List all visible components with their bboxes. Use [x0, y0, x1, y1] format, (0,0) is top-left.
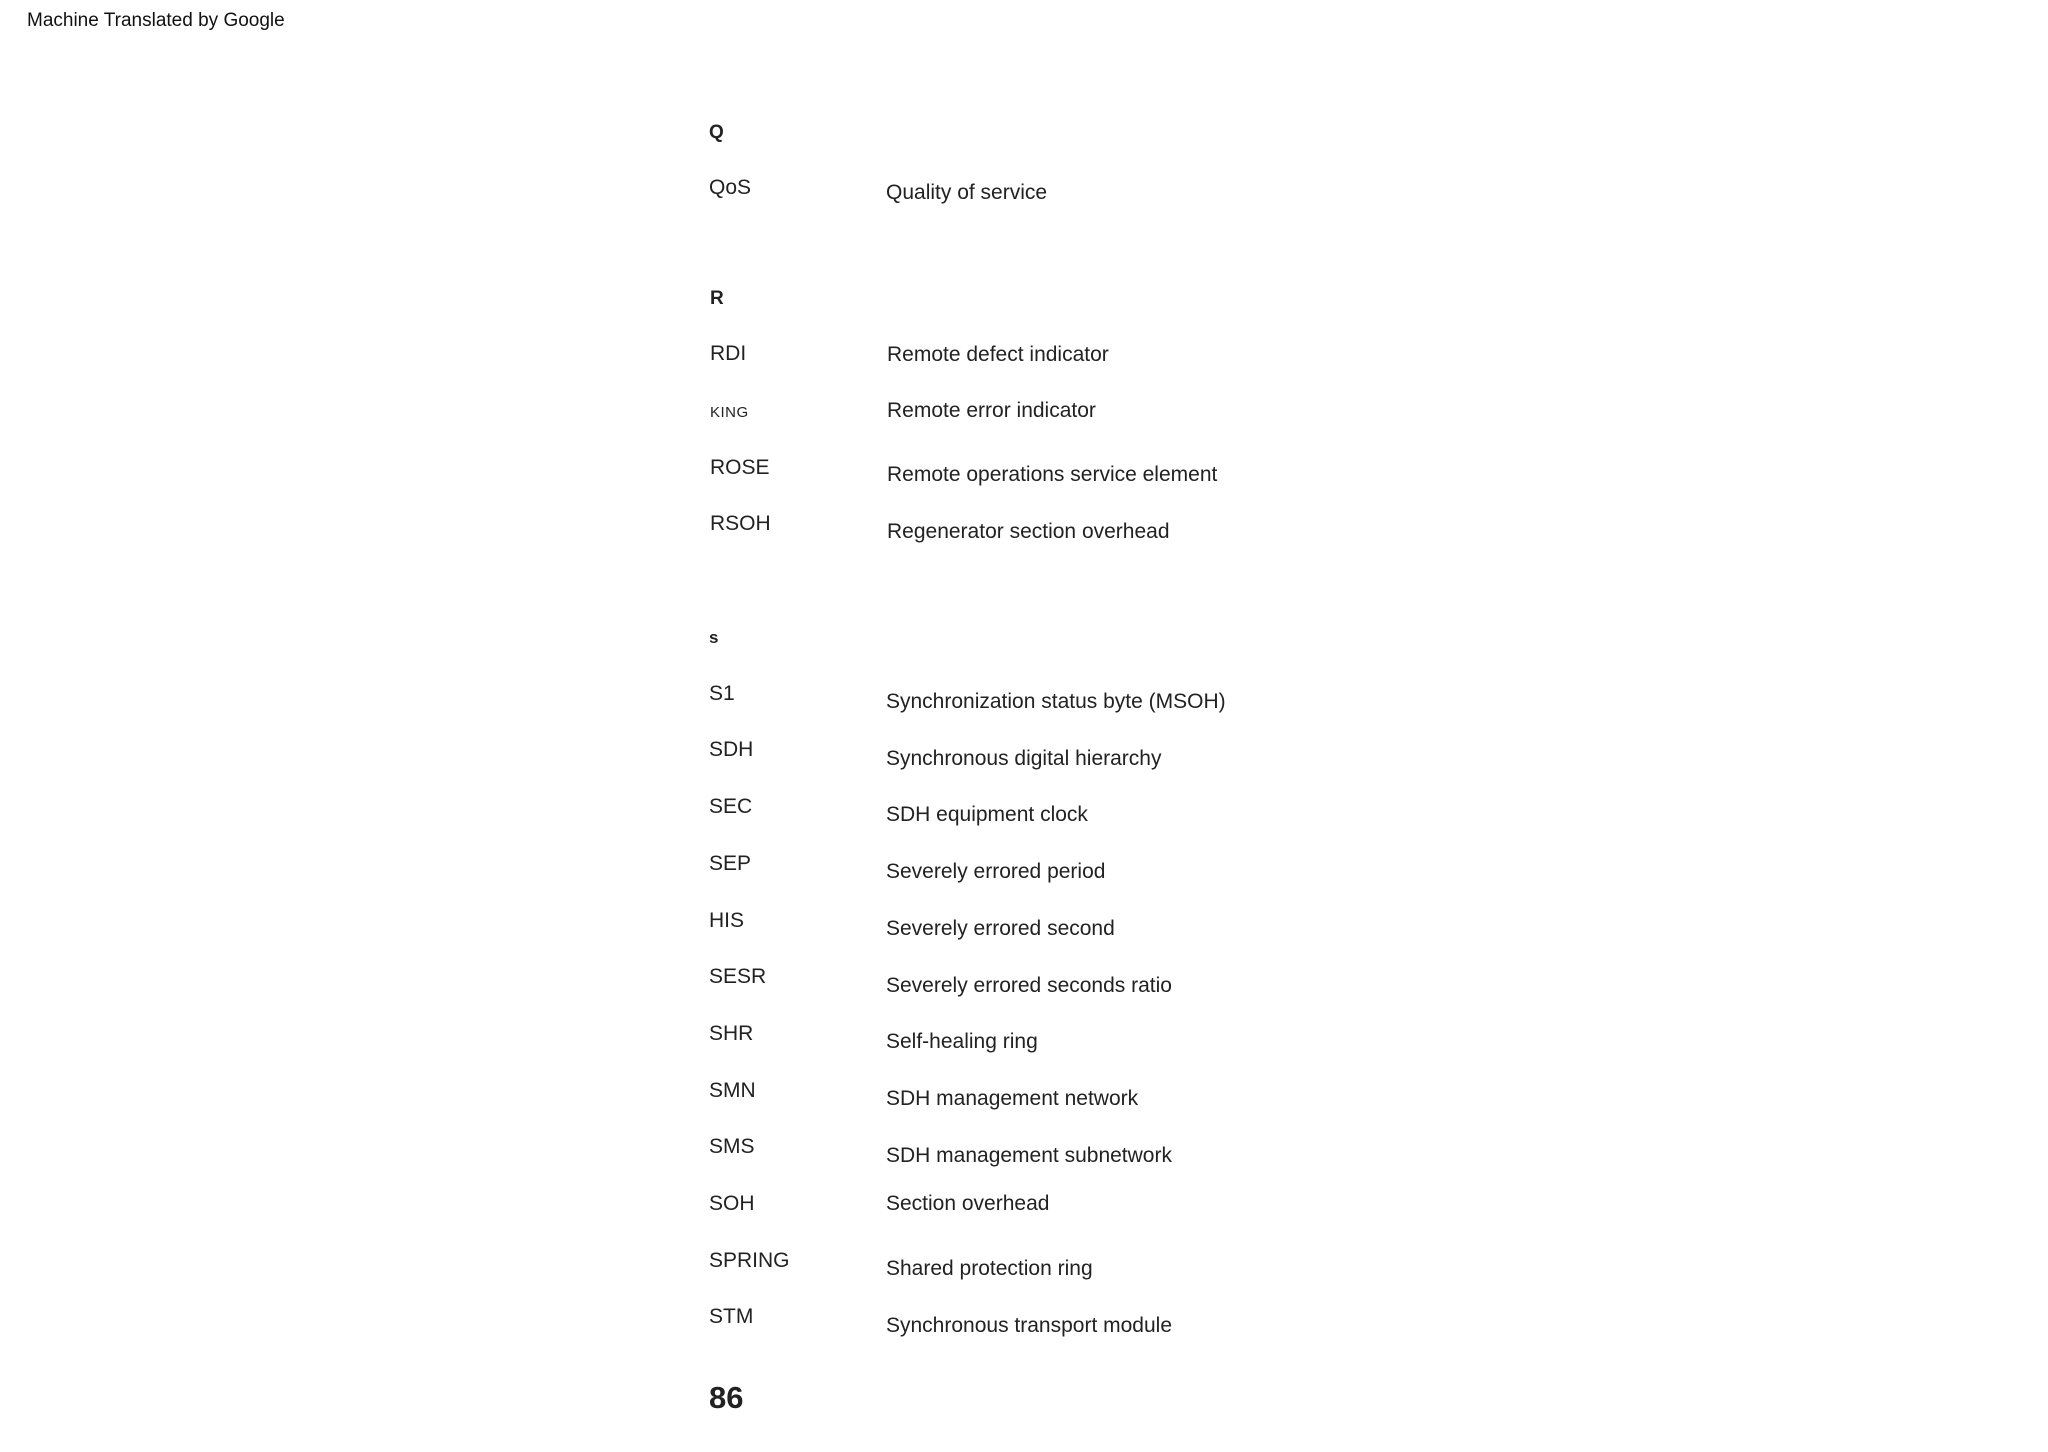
abbreviation: SOH [709, 1192, 755, 1215]
definition: Shared protection ring [886, 1257, 1093, 1280]
abbreviation: SPRING [709, 1249, 790, 1272]
abbreviation: S1 [709, 682, 735, 705]
abbreviation: QoS [709, 176, 752, 199]
abbreviation: SDH [709, 738, 754, 761]
abbreviation: SMN [709, 1079, 756, 1102]
definition: Regenerator section overhead [887, 520, 1170, 543]
abbreviation: HIS [709, 909, 745, 932]
abbreviation: STM [709, 1305, 754, 1328]
abbreviation: ROSE [710, 456, 770, 479]
abbreviation: SESR [709, 965, 767, 988]
definition: Synchronous transport module [886, 1314, 1172, 1337]
definition: Severely errored second [886, 917, 1115, 940]
definition: SDH management subnetwork [886, 1144, 1172, 1167]
section-letter-s: s [709, 628, 719, 647]
definition: Synchronous digital hierarchy [886, 747, 1162, 770]
abbreviation: SHR [709, 1022, 754, 1045]
definition: SDH equipment clock [886, 803, 1088, 826]
machine-translation-banner: Machine Translated by Google [27, 10, 285, 31]
definition: SDH management network [886, 1087, 1139, 1110]
abbreviation: RSOH [710, 512, 771, 535]
abbreviation: RDI [710, 342, 747, 365]
abbreviation: SMS [709, 1135, 755, 1158]
definition: Severely errored seconds ratio [886, 974, 1172, 997]
definition: Synchronization status byte (MSOH) [886, 690, 1226, 713]
abbreviation: SEP [709, 852, 752, 875]
abbreviation: SEC [709, 795, 753, 818]
section-letter-q: Q [709, 122, 724, 143]
definition: Self-healing ring [886, 1030, 1038, 1053]
section-letter-r: R [710, 288, 724, 309]
abbreviation: KING [710, 404, 749, 421]
definition: Quality of service [886, 181, 1048, 204]
page-number: 86 [709, 1380, 744, 1415]
definition: Remote defect indicator [887, 343, 1109, 366]
definition: Severely errored period [886, 860, 1106, 883]
definition: Section overhead [886, 1192, 1050, 1215]
definition: Remote operations service element [887, 463, 1218, 486]
definition: Remote error indicator [887, 399, 1096, 422]
